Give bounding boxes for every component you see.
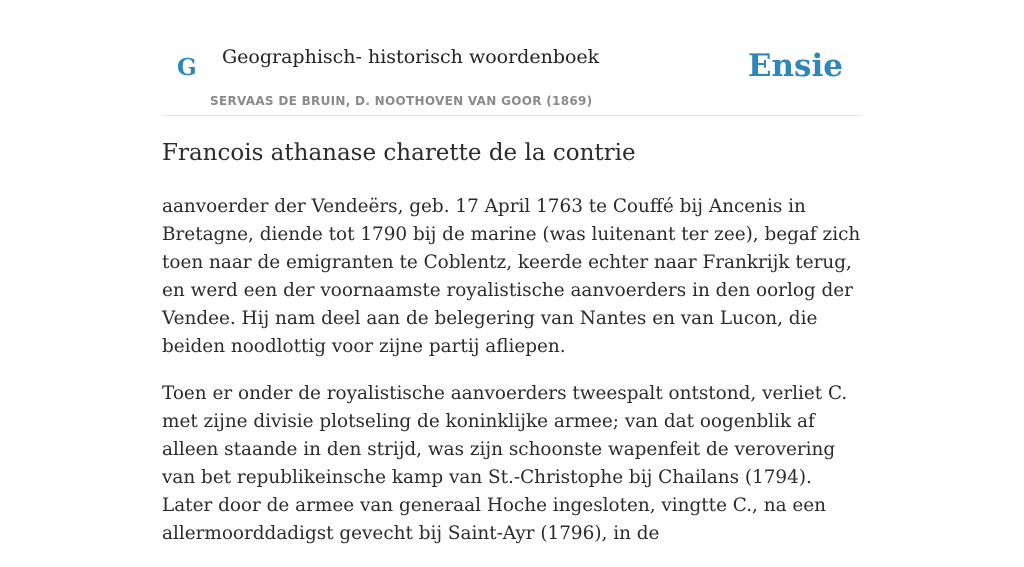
- entry-paragraph-1: aanvoerder der Vendeërs, geb. 17 April 1763 te Couffé bij Ancenis in Bretagne, diende tot 1790 bij de marine (was luitenant ter zee), begaf zich toen naar de emigranten te Coblentz, keerde echter naar Frankrijk terug, en werd een der voornaamste royalistische aanvoerders in den oorlog der Vendee. Hij nam deel aan de belegering van Nantes en van Lucon, die beiden noodlottig voor zijne partij afliepen.: [162, 196, 861, 357]
- page-header: [162, 0, 862, 116]
- entry-body: [162, 193, 862, 567]
- ensie-logo-link[interactable]: Ensie: [747, 48, 843, 84]
- dictionary-author: SERVAAS DE BRUIN, D. NOOTHOVEN VAN GOOR (1869): [210, 94, 593, 108]
- entry-paragraph-2: Toen er onder de royalistische aanvoerders tweespalt ontstond, verliet C. met zijne divisie plotseling de koninklijke armee; van dat oogenblik af alleen staande in den strijd, was zijn schoonste wapenfeit de verovering van bet republikeinsche kamp van St.-Christophe bij Chailans (1794). Later door de armee van generaal Hoche ingesloten, vingtte C., na een allermoorddadigst gevecht bij Saint-Ayr (1796), in de: [162, 383, 848, 544]
- page: [162, 0, 862, 544]
- entry-title: Francois athanase charette de la contrie: [162, 140, 636, 166]
- dictionary-title-link[interactable]: Geographisch- historisch woordenboek: [222, 46, 600, 68]
- letter-index-link[interactable]: G: [177, 54, 197, 81]
